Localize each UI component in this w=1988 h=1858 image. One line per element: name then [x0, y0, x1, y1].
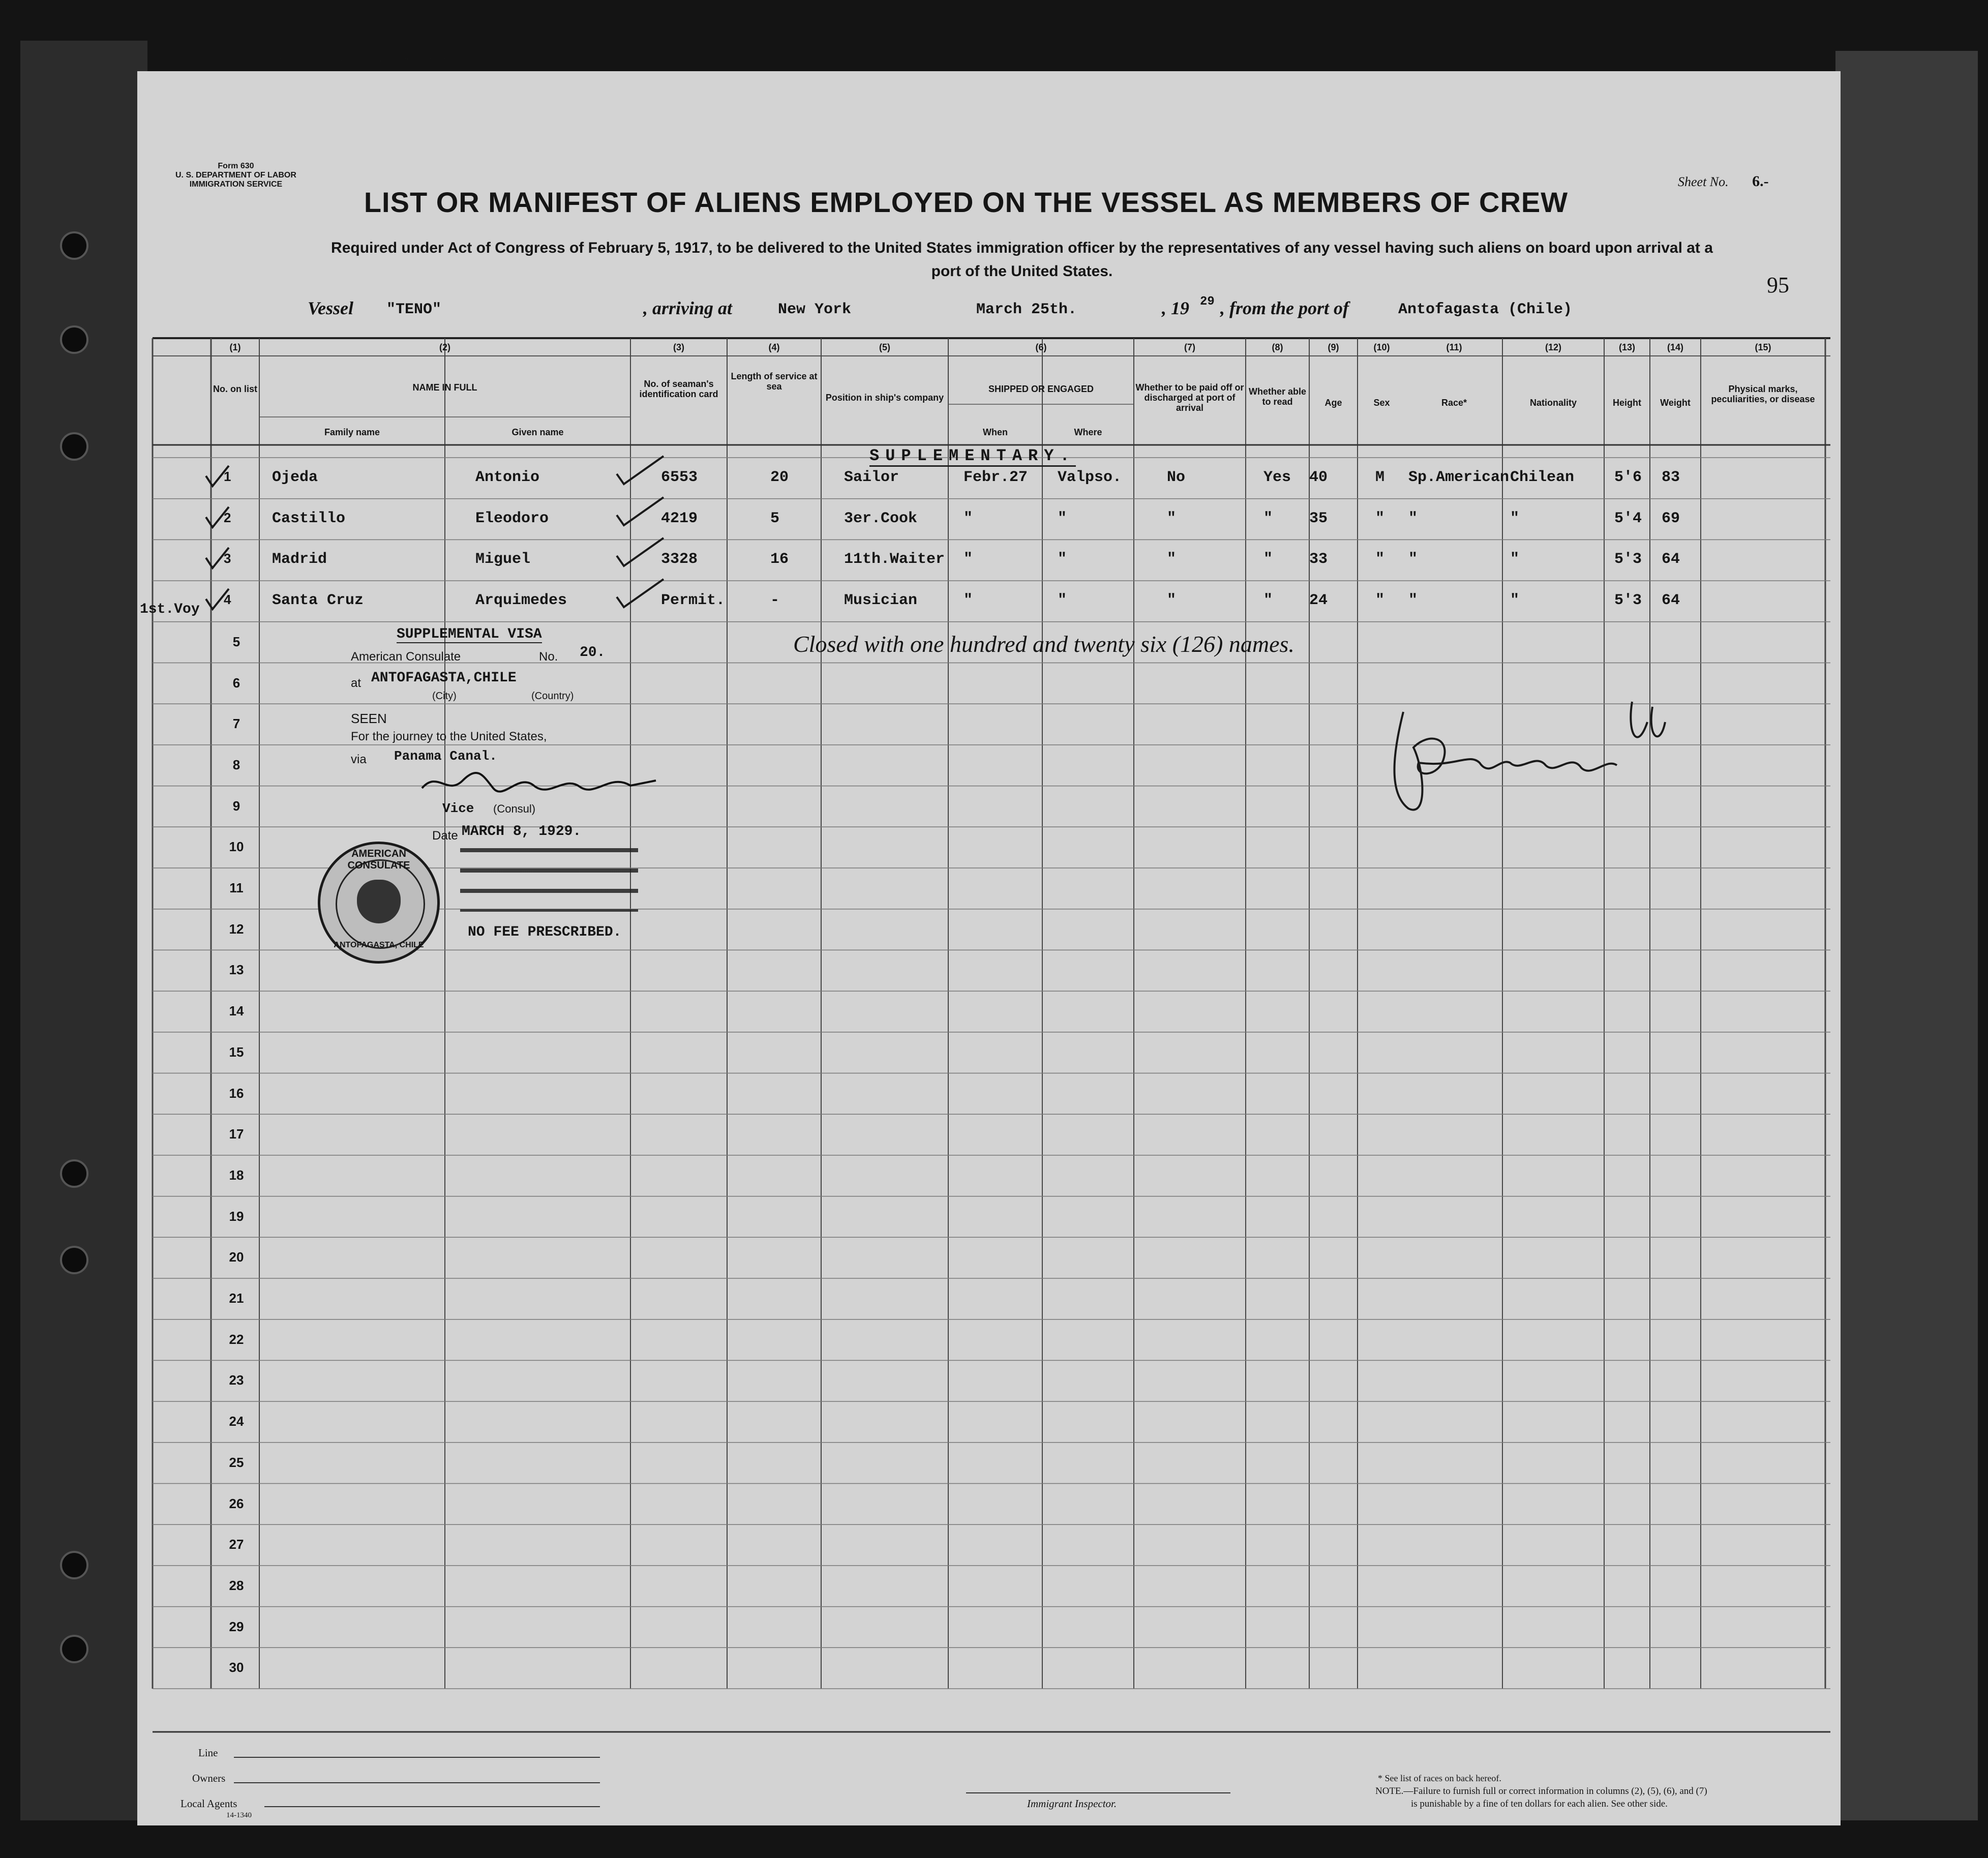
eagle-icon: [357, 880, 401, 923]
column-number: (7): [1184, 342, 1195, 352]
row-number: 3: [224, 551, 231, 566]
check-mark-icon: [203, 588, 234, 613]
margin-note: 1st.Voy: [140, 602, 200, 617]
card-check-mark-icon: [613, 535, 669, 571]
row-number: 6: [232, 675, 240, 691]
row-number: 25: [229, 1454, 244, 1470]
row-number: 14: [229, 1003, 244, 1019]
vessel-label: Vessel: [308, 298, 353, 318]
seen-label: SEEN: [351, 711, 387, 726]
given-name: Eleodoro: [475, 510, 549, 527]
visa-place: ANTOFAGASTA,CHILE: [371, 670, 517, 686]
arriving-port: New York: [778, 301, 852, 318]
column-number: (8): [1272, 342, 1283, 352]
footer-agents-label: Local Agents: [180, 1797, 237, 1810]
date-label: Date: [432, 829, 458, 843]
id-card: 3328: [661, 551, 698, 568]
year-prefix: , 19: [1162, 298, 1189, 318]
height: 5'3: [1614, 551, 1642, 568]
header-height: Height: [1613, 398, 1641, 408]
country-label: (Country): [531, 691, 574, 702]
vessel-name: "TENO": [386, 301, 442, 318]
row-number: 29: [229, 1619, 244, 1634]
header-given-name: Given name: [511, 427, 564, 437]
shipped-when: ": [963, 551, 973, 568]
paid-off: ": [1167, 551, 1177, 568]
row-number: 13: [229, 962, 244, 978]
service-length: 16: [770, 551, 789, 568]
nationality: ": [1510, 592, 1520, 610]
row-number: 18: [229, 1167, 244, 1183]
from-label: , from the port of: [1220, 298, 1349, 318]
weight: 64: [1662, 551, 1680, 568]
races-note: * See list of races on back hereof.: [1378, 1773, 1501, 1783]
column-number: (13): [1618, 342, 1635, 352]
consulate-seal: [318, 842, 440, 964]
header-position: Position in ship's company: [825, 393, 944, 403]
column-number: (2): [439, 342, 450, 352]
subtitle-line-2: port of the United States.: [931, 263, 1113, 280]
visa-no-value: 20.: [580, 645, 606, 661]
header-id-card: No. of seaman's identification card: [639, 379, 718, 399]
department-name: U. S. DEPARTMENT OF LABOR: [175, 171, 296, 179]
failure-note-1: NOTE.—Failure to furnish full or correct information in columns (2), (5), (6), and (7): [1375, 1786, 1707, 1796]
seal-bottom-text: ANTOFAGASTA, CHILE: [334, 941, 424, 949]
shipped-when: Febr.27: [963, 469, 1028, 486]
nationality: ": [1510, 510, 1520, 527]
from-port: Antofagasta (Chile): [1398, 301, 1573, 318]
weight: 64: [1662, 592, 1680, 610]
row-number: 17: [229, 1126, 244, 1142]
position: Sailor: [844, 469, 899, 486]
row-number: 12: [229, 921, 244, 937]
able-to-read: ": [1263, 551, 1273, 568]
row-number: 4: [224, 592, 231, 608]
card-check-mark-icon: [613, 577, 669, 612]
column-number: (12): [1545, 342, 1561, 352]
service-length: -: [770, 592, 780, 610]
column-number: (9): [1328, 342, 1339, 352]
paid-off: ": [1167, 592, 1177, 610]
service-name: IMMIGRATION SERVICE: [189, 180, 283, 189]
header-when: When: [983, 427, 1008, 437]
position: 3er.Cook: [844, 510, 918, 527]
column-number: (14): [1667, 342, 1683, 352]
paid-off: No: [1167, 469, 1186, 486]
height: 5'4: [1614, 510, 1642, 527]
nationality: ": [1510, 551, 1520, 568]
year-suffix: 29: [1200, 295, 1215, 309]
row-number: 23: [229, 1372, 244, 1388]
footer-owners-rule: [234, 1782, 600, 1783]
service-length: 20: [770, 469, 789, 486]
column-number: (10): [1373, 342, 1390, 352]
position: Musician: [844, 592, 918, 610]
nationality: Chilean: [1510, 469, 1575, 486]
shipped-where: ": [1058, 551, 1067, 568]
footer-agents-rule: [264, 1806, 600, 1807]
able-to-read: ": [1263, 592, 1273, 610]
row-number: 10: [229, 839, 244, 855]
header-where: Where: [1074, 427, 1102, 437]
given-name: Arquimedes: [475, 592, 567, 610]
header-paid-off: Whether to be paid off or discharged at port of arrival: [1135, 382, 1244, 413]
race: ": [1408, 592, 1418, 610]
row-number: 8: [232, 757, 240, 772]
subtitle-line-1: Required under Act of Congress of February 5, 1917, to be delivered to the United States immigration officer by the representatives of any vessel having such aliens on board upon arrival at a: [331, 239, 1713, 256]
consul-label: (Consul): [493, 802, 536, 815]
footer-owners-label: Owners: [192, 1772, 226, 1784]
row-number: 27: [229, 1537, 244, 1552]
column-number: (15): [1755, 342, 1771, 352]
seal-text: AMERICAN CONSULATE: [347, 848, 410, 871]
row-number: 21: [229, 1291, 244, 1306]
column-number: (6): [1035, 342, 1047, 352]
paid-off: ": [1167, 510, 1177, 527]
service-length: 5: [770, 510, 780, 527]
age: 35: [1309, 510, 1328, 527]
sex: ": [1375, 551, 1385, 568]
id-card: 4219: [661, 510, 698, 527]
id-card: Permit.: [661, 592, 726, 610]
column-number: (4): [768, 342, 780, 352]
header-race: Race*: [1441, 398, 1467, 408]
family-name: Ojeda: [272, 469, 318, 486]
race: ": [1408, 551, 1418, 568]
sheet-value: 6.-: [1752, 173, 1769, 190]
arriving-label: , arriving at: [643, 298, 733, 318]
consul-signature: [417, 765, 661, 801]
header-length-service: Length of service at sea: [731, 371, 818, 392]
header-able-read: Whether able to read: [1248, 386, 1307, 407]
check-mark-icon: [203, 506, 234, 531]
visa-no-label: No.: [539, 650, 558, 664]
at-label: at: [351, 676, 362, 690]
page-number: 95: [1767, 273, 1789, 297]
row-number: 16: [229, 1085, 244, 1101]
family-name: Santa Cruz: [272, 592, 364, 610]
inspector-signature: [1383, 692, 1668, 824]
row-number: 2: [224, 510, 231, 525]
age: 33: [1309, 551, 1328, 568]
header-sex: Sex: [1373, 398, 1390, 408]
height: 5'6: [1614, 469, 1642, 486]
column-number: (5): [879, 342, 890, 352]
row-number: 22: [229, 1331, 244, 1347]
header-shipped: SHIPPED OR ENGAGED: [988, 384, 1094, 394]
column-number: (11): [1446, 342, 1462, 352]
age: 24: [1309, 592, 1328, 610]
family-name: Madrid: [272, 551, 327, 568]
row-number: 26: [229, 1495, 244, 1511]
footer-line-rule: [234, 1757, 600, 1758]
visa-heading: SUPPLEMENTAL VISA: [397, 626, 542, 642]
weight: 83: [1662, 469, 1680, 486]
via-label: via: [351, 753, 367, 766]
shipped-where: ": [1058, 510, 1067, 527]
inspector-label: Immigrant Inspector.: [1027, 1797, 1117, 1810]
city-label: (City): [432, 691, 457, 702]
row-number: 9: [232, 798, 240, 814]
page-title: LIST OR MANIFEST OF ALIENS EMPLOYED ON THE VESSEL AS MEMBERS OF CREW: [364, 186, 1569, 218]
race: ": [1408, 510, 1418, 527]
able-to-read: ": [1263, 510, 1273, 527]
shipped-where: ": [1058, 592, 1067, 610]
row-number: 28: [229, 1577, 244, 1593]
header-age: Age: [1324, 398, 1342, 408]
visa-date: MARCH 8, 1929.: [462, 824, 582, 840]
check-mark-icon: [203, 465, 234, 490]
footer-line-label: Line: [198, 1747, 218, 1759]
sheet-label: Sheet No.: [1678, 174, 1729, 189]
row-number: 19: [229, 1208, 244, 1224]
given-name: Antonio: [475, 469, 540, 486]
row-number: 7: [232, 716, 240, 732]
row-number: 30: [229, 1660, 244, 1675]
fee-text: NO FEE PRESCRIBED.: [468, 924, 622, 940]
race: Sp.American: [1408, 469, 1510, 486]
shipped-when: ": [963, 510, 973, 527]
header-nationality: Nationality: [1529, 398, 1577, 408]
row-number: 5: [232, 634, 240, 649]
column-number: (3): [673, 342, 684, 352]
arrival-date: March 25th.: [976, 301, 1077, 318]
header-no-on-list: No. on list: [213, 384, 257, 394]
sex: ": [1375, 592, 1385, 610]
header-family-name: Family name: [324, 427, 380, 437]
printer-imprint: Printed and Sold by A. L. Russell, Inc., 13 Water Street, New York, N. Y.: [247, 55, 488, 64]
weight: 69: [1662, 510, 1680, 527]
row-number: 20: [229, 1249, 244, 1265]
header-weight: Weight: [1660, 398, 1691, 408]
age: 40: [1309, 469, 1328, 486]
vice-label: Vice: [442, 801, 474, 816]
via-value: Panama Canal.: [394, 748, 497, 764]
shipped-where: Valpso.: [1058, 469, 1122, 486]
row-number: 11: [229, 880, 244, 895]
given-name: Miguel: [475, 551, 531, 568]
consulate-label: American Consulate: [351, 650, 461, 664]
footer-form-code: 14-1340: [226, 1811, 252, 1819]
row-number: 1: [224, 469, 231, 484]
sex: ": [1375, 510, 1385, 527]
family-name: Castillo: [272, 510, 346, 527]
card-check-mark-icon: [613, 495, 669, 530]
able-to-read: Yes: [1263, 469, 1291, 486]
row-number: 15: [229, 1044, 244, 1060]
column-number: (1): [229, 342, 241, 352]
header-name-in-full: NAME IN FULL: [412, 382, 477, 393]
struck-out-lines: [460, 848, 638, 912]
row-number: 24: [229, 1414, 244, 1429]
height: 5'3: [1614, 592, 1642, 610]
card-check-mark-icon: [613, 454, 669, 489]
header-physical: Physical marks, peculiarities, or disease: [1711, 384, 1815, 404]
shipped-when: ": [963, 592, 973, 610]
closing-note: Closed with one hundred and twenty six (126) names.: [793, 631, 1294, 657]
sex: M: [1375, 469, 1385, 486]
journey-label: For the journey to the United States,: [351, 730, 547, 743]
supplementary-heading: SUPLEMENTARY.: [869, 446, 1076, 467]
failure-note-2: is punishable by a fine of ten dollars for each alien. See other side.: [1411, 1799, 1668, 1809]
id-card: 6553: [661, 469, 698, 486]
check-mark-icon: [203, 547, 234, 572]
position: 11th.Waiter: [844, 551, 945, 568]
form-number: Form 630: [218, 162, 254, 170]
inspector-rule: [966, 1792, 1230, 1793]
